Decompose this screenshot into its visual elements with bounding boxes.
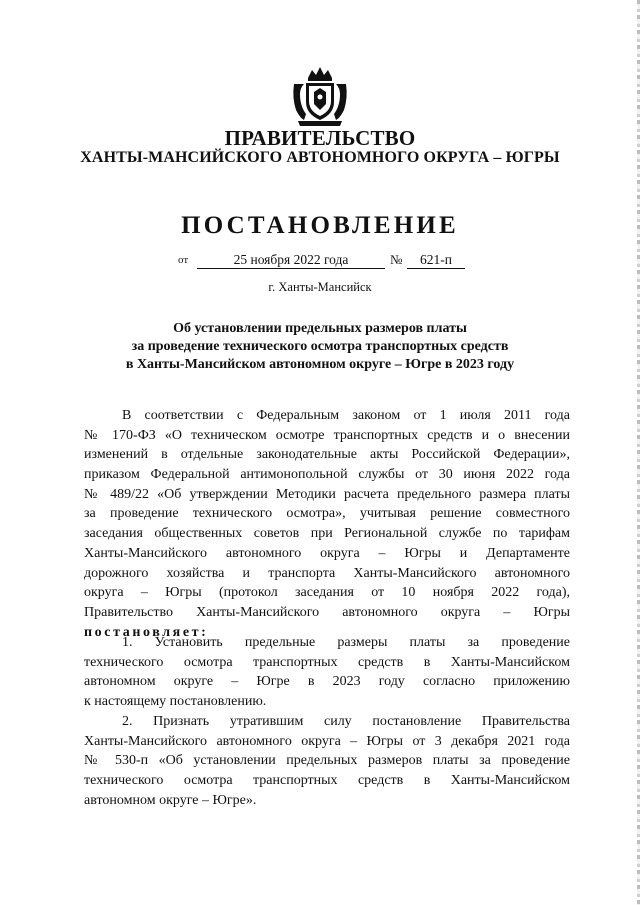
subject-line: за проведение технического осмотра транспортных средств bbox=[131, 339, 509, 354]
text-line: к настоящему постановлению. bbox=[84, 694, 267, 710]
org-name-line2: ХАНТЫ-МАНСИЙСКОГО АВТОНОМНОГО ОКРУГА – ЮГРЫ bbox=[80, 149, 560, 166]
resolves-word: постановляет: bbox=[84, 624, 209, 640]
subject-line: в Ханты-Мансийском автономном округе – Югре в 2023 году bbox=[125, 357, 515, 372]
text-line: № 530-п «Об установлении предельных размеров платы за проведение bbox=[84, 753, 570, 769]
document-number: 621-п bbox=[407, 251, 465, 269]
document-date: 25 ноября 2022 года bbox=[197, 251, 385, 269]
document-type: ПОСТАНОВЛЕНИЕ bbox=[181, 212, 459, 239]
document-subject bbox=[0, 320, 640, 374]
text-line: технического осмотра транспортных средств в Ханты-Мансийском bbox=[84, 654, 570, 670]
text-line: Ханты-Мансийского автономного округа – Югры от 3 декабря 2021 года bbox=[84, 733, 570, 749]
text-line: округа – Югры (протокол заседания от 10 ноября 2022 года), bbox=[84, 585, 570, 601]
date-prefix: от bbox=[178, 254, 189, 266]
text-line: автономном округе – Югре в 2023 году согласно приложению bbox=[84, 674, 570, 690]
text-line: В соответствии с Федеральным законом от 1 июля 2011 года bbox=[122, 408, 570, 423]
text-line: 1. Установить предельные размеры платы за проведение bbox=[122, 635, 570, 650]
text-line: 2. Признать утратившим силу постановление Правительства bbox=[122, 714, 570, 729]
text-line: заседания общественных советов при Региональной службе по тарифам bbox=[84, 526, 570, 542]
text-line: технического осмотра транспортных средств в Ханты-Мансийском bbox=[84, 773, 570, 789]
text-line: Ханты-Мансийского автономного округа – Югры и Департаменте bbox=[84, 545, 570, 561]
preamble bbox=[84, 406, 570, 642]
item-1 bbox=[84, 633, 570, 712]
text-line: изменений в отдельные законодательные акты Российской Федерации», bbox=[84, 447, 570, 463]
text-line: Правительство Ханты-Мансийского автономного округа – Югры bbox=[84, 604, 570, 620]
coat-of-arms-icon bbox=[290, 64, 350, 128]
subject-line: Об установлении предельных размеров платы bbox=[173, 321, 467, 336]
text-line: дорожного хозяйства и транспорта Ханты-Мансийского автономного bbox=[84, 565, 570, 581]
text-line: за проведение технического осмотра», учитывая решение совместного bbox=[84, 506, 570, 522]
city: г. Ханты-Мансийск bbox=[268, 280, 372, 294]
text-line: приказом Федеральной антимонопольной службы от 30 июня 2022 года bbox=[84, 467, 570, 483]
date-number-line bbox=[0, 251, 640, 271]
text-line: № 489/22 «Об утверждении Методики расчета предельного размера платы bbox=[84, 486, 570, 502]
text-line: № 170-ФЗ «О техническом осмотре транспортных средств и о внесении bbox=[84, 427, 570, 443]
number-prefix: № bbox=[390, 252, 403, 267]
org-name-line1: ПРАВИТЕЛЬСТВО bbox=[224, 126, 416, 150]
text-line: автономном округе – Югре». bbox=[84, 792, 257, 808]
item-2 bbox=[84, 712, 570, 810]
